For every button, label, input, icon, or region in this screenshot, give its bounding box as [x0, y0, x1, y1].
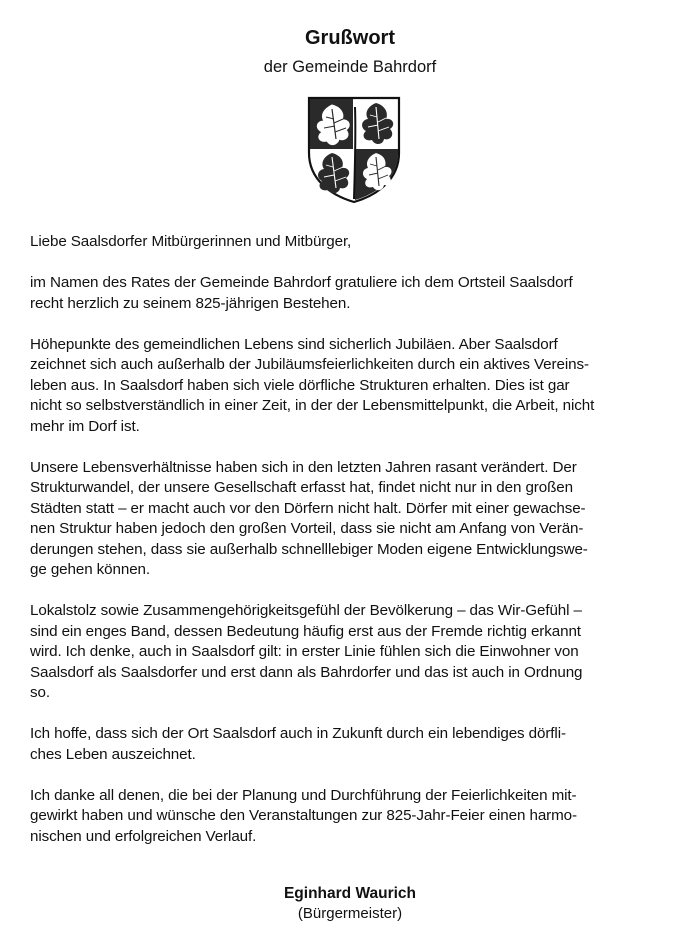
text-line: so.: [30, 684, 50, 701]
paragraph: [30, 458, 674, 581]
text-line: Höhepunkte des gemeindlichen Lebens sind sicherlich Jubiläen. Aber Saalsdorf: [30, 335, 558, 353]
text-line: Ich hoffe, dass sich der Ort Saalsdorf auch in Zukunft durch ein lebendiges dörfli-: [30, 725, 566, 742]
text-line: ches Leben auszeichnet.: [30, 745, 196, 763]
text-line: nicht so selbstverständlich in einer Zeit, in der der Lebensmittelpunkt, die Arbeit, nicht: [30, 397, 595, 414]
text-line: derungen stehen, dass sie außerhalb schnelllebiger Moden eigene Entwicklungswe-: [30, 540, 588, 558]
text-line: Lokalstolz sowie Zusammengehörigkeitsgefühl der Bevölkerung – das Wir-Gefühl –: [30, 602, 582, 619]
page-subtitle: der Gemeinde Bahrdorf: [263, 58, 437, 76]
text-line: nen Struktur haben jedoch den großen Vorteil, dass sie nicht am Anfang von Verän-: [30, 520, 584, 537]
text-line: im Namen des Rates der Gemeinde Bahrdorf gratuliere ich dem Ortsteil Saalsdorf: [30, 274, 573, 291]
text-line: Saalsdorf als Saalsdorfer und erst dann als Bahrdorfer und das ist auch in Ordnung: [30, 663, 583, 681]
text-line: Unsere Lebensverhältnisse haben sich in den letzten Jahren rasant verändert. Der: [30, 458, 577, 476]
text-line: zeichnet sich auch außerhalb der Jubiläumsfeierlichkeiten durch ein aktives Vereins-: [30, 356, 589, 373]
text-line: wird. Ich denke, auch in Saalsdorf gilt: in erster Linie fühlen sich die Einwohner von: [30, 643, 579, 660]
paragraph: [30, 335, 674, 438]
text-line: Strukturwandel, der unsere Gesellschaft erfasst hat, findet nicht nur in den großen: [30, 479, 573, 496]
text-line: mehr im Dorf ist.: [30, 417, 140, 435]
letter-body: [30, 232, 674, 868]
text-line: nischen und erfolgreichen Verlauf.: [30, 827, 257, 845]
paragraph: [30, 273, 674, 314]
text-line: ge gehen können.: [30, 561, 151, 578]
greeting-line: Liebe Saalsdorfer Mitbürgerinnen und Mitbürger,: [30, 233, 352, 250]
paragraph: [30, 786, 674, 848]
greeting: [30, 232, 674, 253]
signature-name: Eginhard Waurich: [283, 885, 417, 902]
text-line: recht herzlich zu seinem 825-jährigen Bestehen.: [30, 294, 351, 312]
text-line: sind ein enges Band, dessen Bedeutung häufig erst aus der Fremde richtig erkannt: [30, 622, 581, 640]
coat-of-arms-oak-leaves-icon: [306, 95, 402, 205]
paragraph: [30, 601, 674, 704]
text-line: Städten statt – er macht auch vor den Dörfern nicht halt. Dörfer mit einer gewachse-: [30, 499, 586, 517]
text-line: gewirkt haben und wünsche den Veranstaltungen zur 825-Jahr-Feier einen harmo-: [30, 807, 577, 824]
text-line: leben aus. In Saalsdorf haben sich viele dörfliche Strukturen erhalten. Dies ist gar: [30, 376, 570, 394]
paragraph: [30, 724, 674, 765]
page-title: Grußwort: [305, 27, 395, 49]
signature-role: (Bürgermeister): [297, 905, 403, 922]
text-line: Ich danke all denen, die bei der Planung und Durchführung der Feierlichkeiten mit-: [30, 786, 577, 804]
